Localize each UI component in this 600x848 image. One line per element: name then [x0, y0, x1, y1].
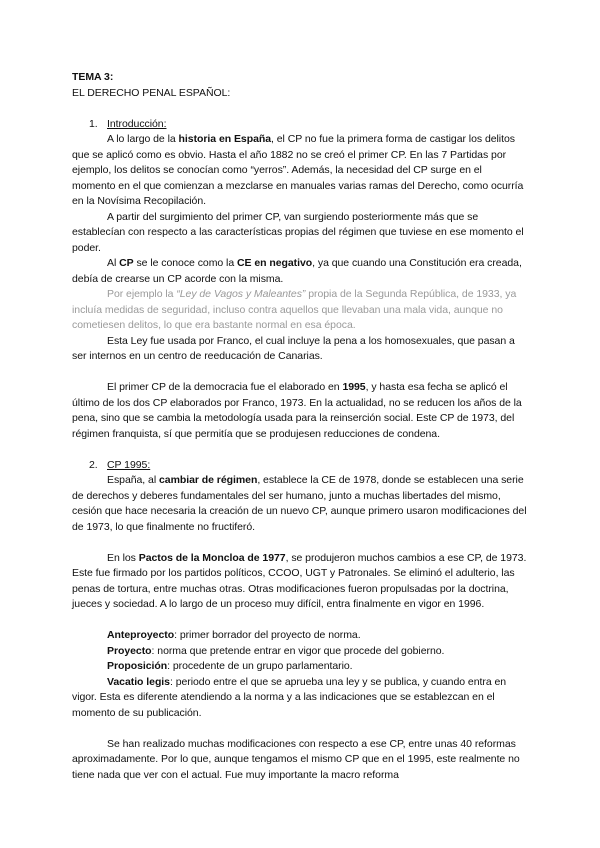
- section1-title: Introducción:: [107, 117, 167, 130]
- sec1-paragraph-4-grey: Por ejemplo la “Ley de Vagos y Maleantes” propia de la Segunda República, de 1933, ya incluía medidas de seguridad, incluso contra aquellos que llevaban una mala vida, aunque no cometiesen delitos, lo que era bastante normal en esa época.: [72, 288, 517, 331]
- sec2-paragraph-3: Se han realizado muchas modificaciones con respecto a ese CP, entre unas 40 reformas aproximadamente. Por lo que, aunque tengamos el mismo CP que en el 1995, este realmente no tiene nada que ver con el actual. Fue muy importante la macro reforma: [72, 737, 520, 781]
- sec1-paragraph-5: Esta Ley fue usada por Franco, el cual incluye la pena a los homosexuales, que pasan a ser internos en un centro de reeducación de Canarias.: [72, 334, 515, 362]
- definition-proposicion: Proposición: procedente de un grupo parlamentario.: [107, 660, 353, 672]
- title-line1: TEMA 3:: [72, 71, 114, 83]
- sec1-paragraph-2: A partir del surgimiento del primer CP, van surgiendo posteriormente más que se establecían con respecto a las características propias del régimen que tuviese en ese momento el poder.: [72, 210, 524, 254]
- sec1-paragraph-3: Al CP se le conoce como la CE en negativo, ya que cuando una Constitución era creada, debía de crearse un CP acorde con la misma.: [72, 257, 522, 285]
- definition-anteproyecto: Anteproyecto: primer borrador del proyecto de norma.: [107, 629, 361, 641]
- sec1-paragraph-1: A lo largo de la historia en España, el CP no fue la primera forma de castigar los delitos que se aplicó como es obvio. Hasta el año 1882 no se creó el primer CP. En las 7 Partidas por ejemplo, los delitos se conocían como “yerros”. Además, la necesidad del CP surge en el momento en el que comienzan a mezclarse en manuales varias ramas del Derecho, como ocurría en la Novísima Recopilación.: [72, 133, 524, 207]
- definition-vacatio-legis: Vacatio legis: periodo entre el que se aprueba una ley y se publica, y cuando entra en vigor. Esta es diferente atendiendo a la norma y a las indicaciones que se establezcan en el momento de su publicación.: [72, 675, 507, 719]
- sec1-paragraph-6: El primer CP de la democracia fue el elaborado en 1995, y hasta esa fecha se aplicó el último de los dos CP elaborados por Franco, 1973. En la actualidad, no se reducen los años de la pena, sino que se cambia la metodología usada para la reinserción social. Este CP de 1973, del régimen franquista, sí que permitía que se produjesen reducciones de condena.: [72, 381, 522, 440]
- section2-title: CP 1995:: [107, 458, 151, 471]
- section2-heading: [89, 458, 528, 474]
- sec2-paragraph-2: En los Pactos de la Moncloa de 1977, se produjeron muchos cambios a ese CP, de 1973. Este fue firmado por los partidos políticos, CCOO, UGT y Patronales. Se eliminó el adulterio, las penas de tortura, entre muchas otras. Otras modificaciones fueron propulsadas por la doctrina, jueces y sociedad. A lo largo de un proceso muy difícil, entra finalmente en vigor en 1996.: [72, 551, 527, 610]
- document-body: [72, 70, 528, 783]
- section1-number: 1.: [89, 117, 98, 130]
- definition-proyecto: Proyecto: norma que pretende entrar en vigor que procede del gobierno.: [107, 644, 445, 657]
- section2-number: 2.: [89, 458, 98, 471]
- title-line2: EL DERECHO PENAL ESPAÑOL:: [72, 86, 231, 99]
- sec2-paragraph-1: España, al cambiar de régimen, establece la CE de 1978, donde se establecen una serie de derechos y deberes fundamentales del ser humano, junto a muchas libertades del mismo, cesión que hace necesaria la creación de un nuevo CP, aunque primero usaron modificaciones del de 1973, lo que finalmente no fructiferó.: [72, 474, 527, 533]
- section1-heading: [89, 117, 528, 133]
